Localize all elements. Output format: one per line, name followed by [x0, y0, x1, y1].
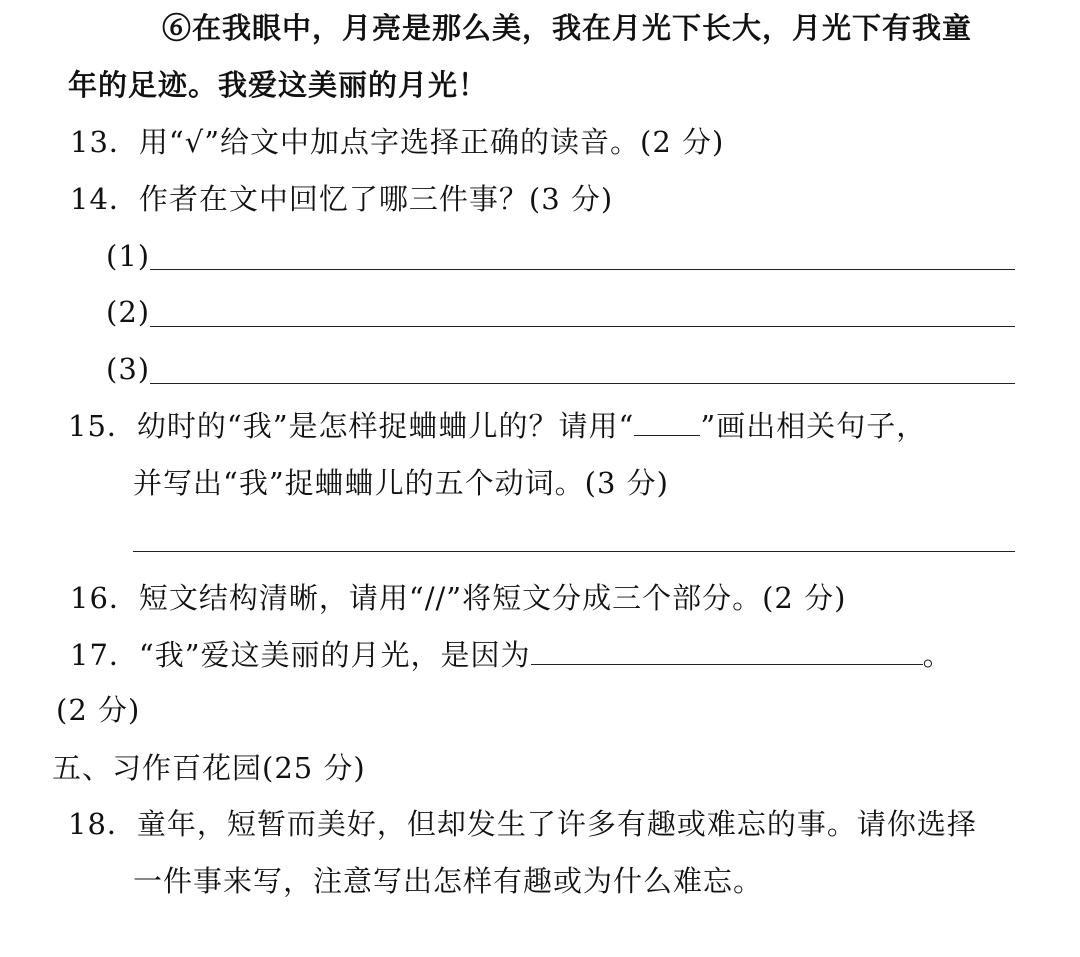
q14-answer-line-2[interactable] — [150, 326, 1015, 327]
q17-text-after: 。 — [922, 638, 953, 672]
question-16: 16．短文结构清晰，请用“//”将短文分成三个部分。(2 分) — [70, 581, 847, 615]
question-15-line1 — [68, 408, 926, 444]
question-17-score: (2 分) — [56, 693, 141, 727]
q14-answer-label-1: (1) — [106, 239, 151, 273]
question-14: 14．作者在文中回忆了哪三件事？(3 分) — [70, 182, 614, 216]
question-17 — [70, 637, 953, 673]
question-18-line2: 一件事来写，注意写出怎样有趣或为什么难忘。 — [133, 864, 764, 898]
q15-text-after: ”画出相关句子， — [700, 409, 927, 443]
q17-answer-blank[interactable] — [531, 638, 923, 665]
question-18-line1: 18．童年，短暂而美好，但却发生了许多有趣或难忘的事。请你选择 — [68, 807, 977, 841]
q14-answer-line-1[interactable] — [150, 269, 1015, 270]
section-5-heading: 五、习作百花园(25 分) — [52, 751, 366, 785]
q17-text-before: 17．“我”爱这美丽的月光，是因为 — [70, 638, 531, 672]
passage-para6-line1: ⑥在我眼中，月亮是那么美，我在月光下长大，月光下有我童 — [162, 11, 973, 45]
question-13: 13．用“√”给文中加点字选择正确的读音。(2 分) — [70, 125, 725, 159]
passage-para6-line2: 年的足迹。我爱这美丽的月光！ — [68, 68, 489, 102]
q14-answer-line-3[interactable] — [150, 383, 1015, 384]
q15-answer-line[interactable] — [133, 551, 1015, 552]
q15-underline-sample — [634, 409, 700, 436]
question-15-line2: 并写出“我”捉蛐蛐儿的五个动词。(3 分) — [133, 466, 669, 500]
q14-answer-label-2: (2) — [106, 295, 151, 329]
q15-text-before: 15．幼时的“我”是怎样捉蛐蛐儿的？请用“ — [68, 409, 635, 443]
q14-answer-label-3: (3) — [106, 352, 151, 386]
